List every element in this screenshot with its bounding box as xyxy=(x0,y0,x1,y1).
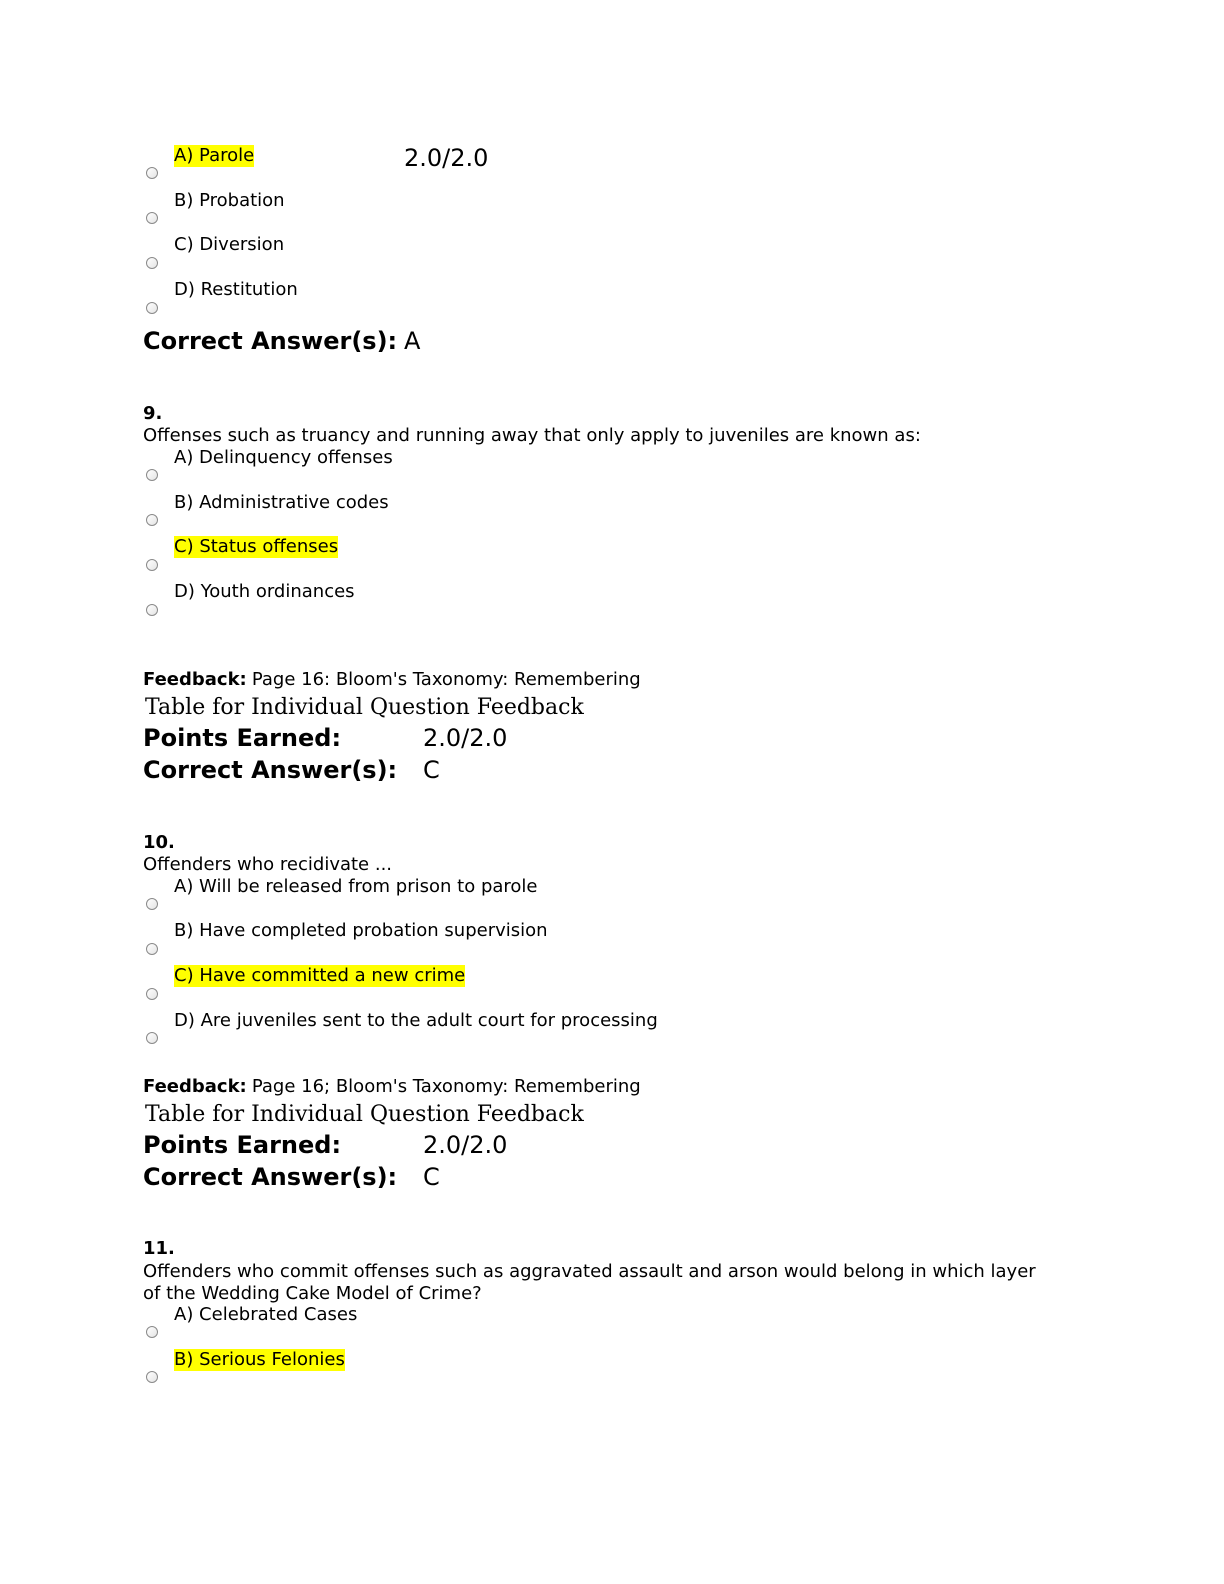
q9-option-d-radio[interactable] xyxy=(146,604,158,616)
q10-correct-label: Correct Answer(s): xyxy=(143,1163,398,1191)
q9-correct-value: C xyxy=(423,756,440,784)
q8-option-c-radio[interactable] xyxy=(146,257,158,269)
q9-option-a-label: A) Delinquency offenses xyxy=(174,447,393,468)
q9-option-d-label: D) Youth ordinances xyxy=(174,581,355,602)
q8-score: 2.0/2.0 xyxy=(404,144,489,172)
q8-option-b-label: B) Probation xyxy=(174,190,285,211)
q8-option-d-radio[interactable] xyxy=(146,302,158,314)
q10-text: Offenders who recidivate ... xyxy=(143,854,393,875)
q9-points-label: Points Earned: xyxy=(143,724,342,752)
q10-table-caption: Table for Individual Question Feedback xyxy=(145,1102,584,1127)
q9-number: 9. xyxy=(143,403,163,424)
q8-option-c-label: C) Diversion xyxy=(174,234,285,255)
q10-feedback-label: Feedback: xyxy=(143,1076,247,1097)
q11-option-b-label: B) Serious Felonies xyxy=(174,1349,345,1370)
q8-option-d-label: D) Restitution xyxy=(174,279,298,300)
q10-option-c-radio[interactable] xyxy=(146,988,158,1000)
q10-feedback-text: Page 16; Bloom's Taxonomy: Remembering xyxy=(251,1076,641,1097)
q10-correct-value: C xyxy=(423,1163,440,1191)
q8-option-a-radio[interactable] xyxy=(146,167,158,179)
q8-correct-value: A xyxy=(404,327,421,355)
q10-option-d-radio[interactable] xyxy=(146,1032,158,1044)
q9-option-a-radio[interactable] xyxy=(146,469,158,481)
q10-option-b-label: B) Have completed probation supervision xyxy=(174,920,548,941)
q10-points-label: Points Earned: xyxy=(143,1131,342,1159)
q11-option-a-radio[interactable] xyxy=(146,1326,158,1338)
q10-option-c-label: C) Have committed a new crime xyxy=(174,965,466,986)
q10-option-b-radio[interactable] xyxy=(146,943,158,955)
q10-number: 10. xyxy=(143,832,175,853)
q9-feedback-text: Page 16: Bloom's Taxonomy: Remembering xyxy=(251,669,641,690)
q10-option-d-label: D) Are juveniles sent to the adult court for processing xyxy=(174,1010,658,1031)
q10-option-a-label: A) Will be released from prison to parole xyxy=(174,876,538,897)
q9-table-caption: Table for Individual Question Feedback xyxy=(145,695,584,720)
q10-option-a-radio[interactable] xyxy=(146,898,158,910)
q8-correct-label: Correct Answer(s): xyxy=(143,327,398,355)
q11-number: 11. xyxy=(143,1238,175,1259)
q9-option-b-label: B) Administrative codes xyxy=(174,492,389,513)
q8-option-a-label: A) Parole xyxy=(174,145,255,166)
q9-feedback-label: Feedback: xyxy=(143,669,247,690)
q11-option-b-radio[interactable] xyxy=(146,1371,158,1383)
q9-feedback xyxy=(143,669,641,690)
q9-option-c-radio[interactable] xyxy=(146,559,158,571)
q10-points-value: 2.0/2.0 xyxy=(423,1131,508,1159)
q9-correct-label: Correct Answer(s): xyxy=(143,756,398,784)
q8-option-b-radio[interactable] xyxy=(146,212,158,224)
q9-points-value: 2.0/2.0 xyxy=(423,724,508,752)
q9-option-c-label: C) Status offenses xyxy=(174,536,339,557)
q9-option-b-radio[interactable] xyxy=(146,514,158,526)
q11-option-a-label: A) Celebrated Cases xyxy=(174,1304,358,1325)
q10-feedback xyxy=(143,1076,641,1097)
q11-text: Offenders who commit offenses such as aggravated assault and arson would belong in which layer of the Wedding Cake Model of Crime? xyxy=(143,1261,1036,1304)
q9-text: Offenses such as truancy and running away that only apply to juveniles are known as: xyxy=(143,425,921,446)
